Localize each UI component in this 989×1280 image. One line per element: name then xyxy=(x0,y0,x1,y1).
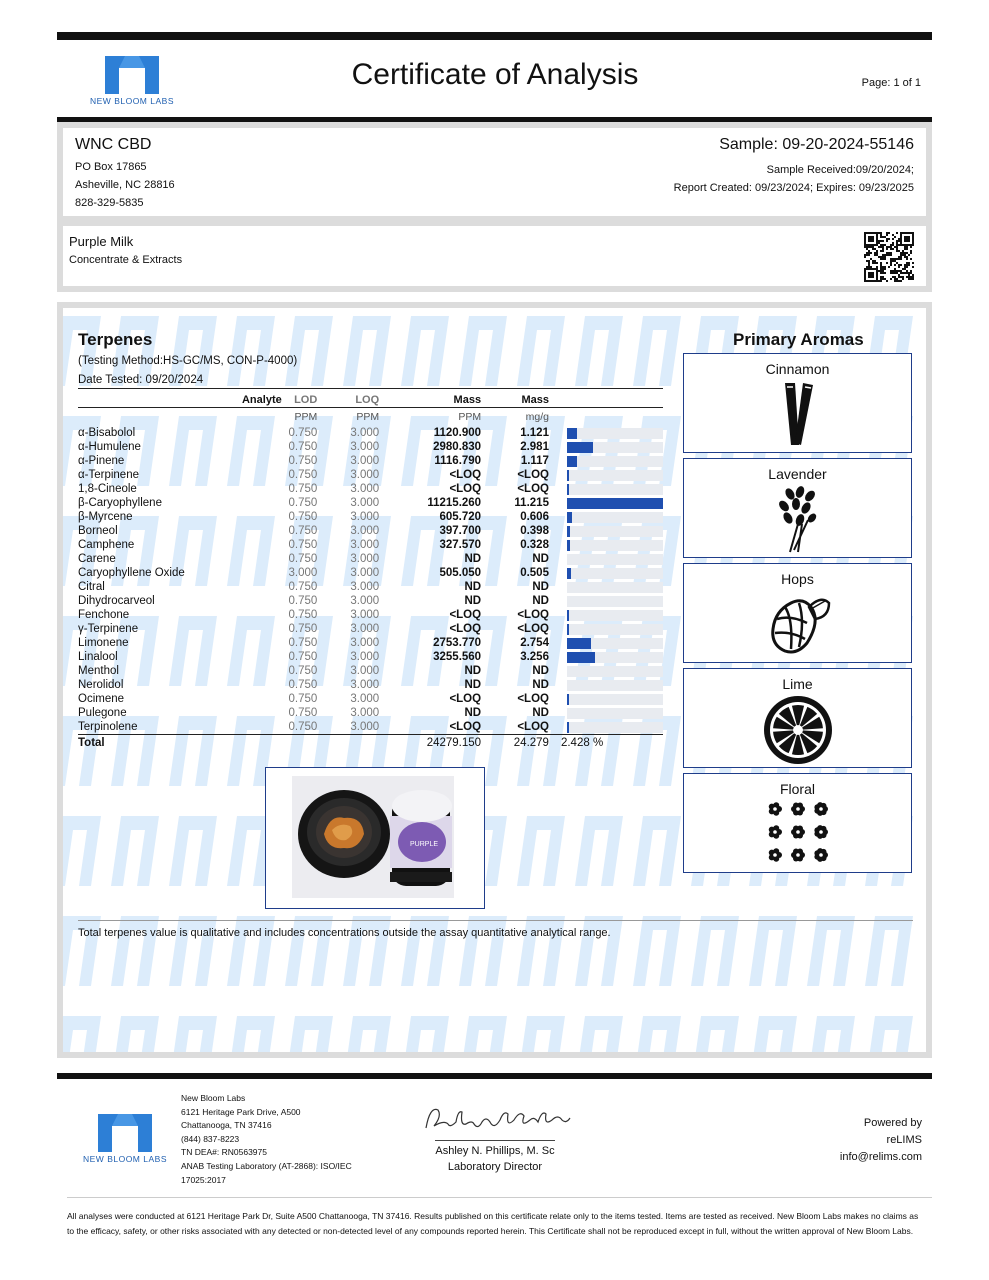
analyte-mass-mg: <LOQ xyxy=(517,609,549,621)
analyte-loq: 3.000 xyxy=(350,469,380,481)
table-row xyxy=(78,440,663,454)
analyte-mass-mg: 11.215 xyxy=(514,497,549,509)
analyte-loq: 3.000 xyxy=(350,511,380,523)
lab-address xyxy=(181,1092,352,1187)
signature-icon xyxy=(420,1100,580,1140)
table-row xyxy=(78,622,663,636)
signature xyxy=(420,1100,580,1145)
analyte-mass-mg: 0.505 xyxy=(520,567,549,579)
analyte-name: Terpinolene xyxy=(78,721,138,733)
terpenes-table xyxy=(78,393,663,752)
level-bar xyxy=(567,512,663,523)
unit-mass-ppm: PPM xyxy=(379,408,481,427)
logo-text: NEW BLOOM LABS xyxy=(83,1154,167,1164)
product-photo xyxy=(292,776,454,898)
table-row xyxy=(78,692,663,706)
analyte-mass-mg: <LOQ xyxy=(517,693,549,705)
floral-icon xyxy=(765,799,831,865)
level-bar-fill xyxy=(567,526,570,537)
analyte-mass-ppm: 3255.560 xyxy=(433,651,482,663)
level-bar xyxy=(567,596,663,607)
total-percent: 2.428 % xyxy=(549,735,663,753)
analyte-mass-ppm: <LOQ xyxy=(449,623,482,635)
analyte-mass-ppm: <LOQ xyxy=(449,693,482,705)
level-bar xyxy=(567,680,663,691)
analyte-lod: 0.750 xyxy=(288,483,318,495)
aroma-label: Lavender xyxy=(768,466,827,482)
table-row xyxy=(78,580,663,594)
level-bar-fill xyxy=(567,484,569,495)
col-loq: LOQ xyxy=(355,394,380,406)
analyte-loq: 3.000 xyxy=(350,693,380,705)
analyte-mass-ppm: <LOQ xyxy=(449,469,482,481)
level-bar xyxy=(567,442,663,453)
analyte-loq: 3.000 xyxy=(350,553,380,565)
testing-method: (Testing Method:HS-GC/MS, CON-P-4000) xyxy=(78,355,298,367)
client-name: WNC CBD xyxy=(75,136,152,153)
level-bar xyxy=(567,456,663,467)
level-bar xyxy=(567,694,663,705)
analyte-loq: 3.000 xyxy=(350,441,380,453)
analyte-name: β-Myrcene xyxy=(78,511,133,523)
total-ppm: 24279.150 xyxy=(379,735,481,753)
level-bar-fill xyxy=(567,652,595,663)
analyte-mass-mg: 0.328 xyxy=(520,539,549,551)
analyte-mass-mg: <LOQ xyxy=(517,721,549,733)
table-row xyxy=(78,454,663,468)
signer-name: Ashley N. Phillips, M. Sc xyxy=(435,1145,555,1157)
analyte-lod: 0.750 xyxy=(288,511,318,523)
top-rule xyxy=(57,32,932,40)
analyte-lod: 0.750 xyxy=(288,651,318,663)
level-bar-fill xyxy=(567,694,569,705)
analyte-mass-ppm: 605.720 xyxy=(439,511,482,523)
total-label: Total xyxy=(78,735,282,753)
level-bar xyxy=(567,554,663,565)
table-row xyxy=(78,524,663,538)
analyte-name: α-Pinene xyxy=(78,455,125,467)
analyte-name: Dihydrocarveol xyxy=(78,595,155,607)
analyte-mass-mg: 0.606 xyxy=(520,511,549,523)
col-mass-ppm: Mass xyxy=(453,394,482,406)
analyte-name: Linalool xyxy=(78,651,118,663)
level-bar xyxy=(567,582,663,593)
product-name: Purple Milk xyxy=(69,234,134,249)
level-bar xyxy=(567,568,663,579)
primary-aromas-title: Primary Aromas xyxy=(733,330,864,349)
product-panel xyxy=(57,220,932,292)
sample-received: Sample Received:09/20/2024; xyxy=(766,164,914,176)
product-photo-frame xyxy=(265,767,485,909)
sample-id: Sample: 09-20-2024-55146 xyxy=(719,136,914,153)
table-row xyxy=(78,552,663,566)
analyte-name: Carene xyxy=(78,553,116,565)
table-row xyxy=(78,706,663,720)
analyte-lod: 0.750 xyxy=(288,595,318,607)
analyte-name: Nerolidol xyxy=(78,679,124,691)
level-bar xyxy=(567,526,663,537)
analyte-lod: 0.750 xyxy=(288,623,318,635)
terpenes-note: Total terpenes value is qualitative and includes concentrations outside the assay quantitative analytical range. xyxy=(78,927,611,939)
analyte-mass-ppm: <LOQ xyxy=(449,721,482,733)
analyte-name: 1,8-Cineole xyxy=(78,483,137,495)
analyte-mass-ppm: ND xyxy=(464,595,482,607)
analyte-mass-mg: ND xyxy=(532,553,549,565)
analyte-name: Caryophyllene Oxide xyxy=(78,567,185,579)
table-row xyxy=(78,496,663,510)
analyte-mass-mg: <LOQ xyxy=(517,623,549,635)
analyte-name: Citral xyxy=(78,581,105,593)
level-bar-fill xyxy=(567,498,663,509)
report-dates: Report Created: 09/23/2024; Expires: 09/23/2025 xyxy=(673,182,914,194)
level-bar xyxy=(567,428,663,439)
analyte-mass-ppm: 505.050 xyxy=(439,567,482,579)
new-bloom-labs-logo-icon xyxy=(92,1108,158,1152)
analyte-lod: 0.750 xyxy=(288,441,318,453)
table-header-row xyxy=(78,393,663,408)
lavender-icon xyxy=(768,484,828,554)
analyte-name: β-Caryophyllene xyxy=(78,497,162,509)
analyte-name: Ocimene xyxy=(78,693,125,705)
aroma-hops xyxy=(683,563,912,663)
analyte-name: Fenchone xyxy=(78,609,130,621)
client-phone: 828-329-5835 xyxy=(75,197,144,209)
footer-divider xyxy=(57,1073,932,1079)
table-row xyxy=(78,482,663,496)
analyte-mass-mg: 1.117 xyxy=(520,455,549,467)
table-row xyxy=(78,650,663,664)
aroma-floral xyxy=(683,773,912,873)
hops-icon xyxy=(763,589,833,659)
level-bar-fill xyxy=(567,470,569,481)
analyte-mass-mg: ND xyxy=(532,707,549,719)
analyte-loq: 3.000 xyxy=(350,581,380,593)
logo-text: NEW BLOOM LABS xyxy=(90,96,174,106)
lab-phone: (844) 837-8223 xyxy=(181,1133,240,1144)
analyte-mass-ppm: 327.570 xyxy=(439,539,482,551)
level-bar-fill xyxy=(567,568,571,579)
analyte-mass-ppm: 1116.790 xyxy=(434,455,482,467)
powered-by-label: Powered by xyxy=(863,1117,922,1129)
level-bar xyxy=(567,708,663,719)
analyte-name: Menthol xyxy=(78,665,119,677)
analyte-mass-mg: <LOQ xyxy=(517,483,549,495)
date-tested: Date Tested: 09/20/2024 xyxy=(78,374,204,386)
analyte-name: Camphene xyxy=(78,539,135,551)
lab-anab: ANAB Testing Laboratory (AT-2868): ISO/IEC xyxy=(181,1160,352,1171)
level-bar-fill xyxy=(567,512,572,523)
analyte-loq: 3.000 xyxy=(350,525,380,537)
col-analyte: Analyte xyxy=(241,394,282,406)
new-bloom-labs-logo-icon xyxy=(99,50,165,94)
analyte-mass-mg: 2.981 xyxy=(520,441,549,453)
analyte-name: Limonene xyxy=(78,637,129,649)
analyte-mass-ppm: 397.700 xyxy=(439,525,482,537)
powered-by-email[interactable]: info@relims.com xyxy=(839,1151,922,1163)
powered-by-vendor: reLIMS xyxy=(886,1134,922,1146)
signer xyxy=(395,1143,595,1175)
analyte-loq: 3.000 xyxy=(350,427,380,439)
analyte-loq: 3.000 xyxy=(350,721,380,733)
analyte-loq: 3.000 xyxy=(350,497,380,509)
analyte-loq: 3.000 xyxy=(350,483,380,495)
level-bar-fill xyxy=(567,638,591,649)
analyte-lod: 0.750 xyxy=(288,693,318,705)
client-address1: PO Box 17865 xyxy=(75,161,147,173)
table-row xyxy=(78,510,663,524)
analyte-loq: 3.000 xyxy=(350,455,380,467)
col-mass-mg: Mass xyxy=(521,394,549,406)
analyte-mass-ppm: 2980.830 xyxy=(433,441,482,453)
table-row xyxy=(78,608,663,622)
level-bar xyxy=(567,666,663,677)
level-bar-fill xyxy=(567,610,569,621)
analyte-lod: 0.750 xyxy=(288,665,318,677)
lime-icon xyxy=(762,694,834,766)
analyte-lod: 0.750 xyxy=(288,581,318,593)
level-bar-fill xyxy=(567,456,577,467)
aroma-cinnamon xyxy=(683,353,912,453)
analyte-loq: 3.000 xyxy=(350,595,380,607)
terpenes-panel xyxy=(57,302,932,1058)
analyte-mass-mg: <LOQ xyxy=(517,469,549,481)
analyte-mass-ppm: 11215.260 xyxy=(427,497,482,509)
jar-photo-icon xyxy=(292,776,454,898)
level-bar xyxy=(567,498,663,509)
page-number: Page: 1 of 1 xyxy=(861,77,921,89)
lab-name: New Bloom Labs xyxy=(181,1093,246,1103)
analyte-name: Borneol xyxy=(78,525,118,537)
aroma-label: Cinnamon xyxy=(765,361,830,377)
analyte-lod: 0.750 xyxy=(288,525,318,537)
level-bar xyxy=(567,610,663,621)
analyte-mass-ppm: ND xyxy=(464,665,482,677)
analyte-loq: 3.000 xyxy=(350,707,380,719)
analyte-lod: 0.750 xyxy=(288,609,318,621)
level-bar xyxy=(567,484,663,495)
logo xyxy=(72,50,192,106)
analyte-loq: 3.000 xyxy=(350,623,380,635)
analyte-mass-ppm: <LOQ xyxy=(449,483,482,495)
level-bar-fill xyxy=(567,540,570,551)
analyte-lod: 0.750 xyxy=(288,455,318,467)
analyte-lod: 0.750 xyxy=(288,469,318,481)
level-bar xyxy=(567,638,663,649)
analyte-mass-mg: ND xyxy=(532,679,549,691)
level-bar-fill xyxy=(567,428,577,439)
analyte-lod: 0.750 xyxy=(288,637,318,649)
level-bar xyxy=(567,540,663,551)
table-row xyxy=(78,664,663,678)
analyte-mass-mg: ND xyxy=(532,665,549,677)
table-row xyxy=(78,538,663,552)
analyte-name: α-Bisabolol xyxy=(78,427,136,439)
table-row xyxy=(78,566,663,580)
cinnamon-icon xyxy=(773,379,823,449)
analyte-loq: 3.000 xyxy=(350,651,380,663)
aroma-label: Floral xyxy=(779,781,815,797)
analyte-mass-mg: 2.754 xyxy=(520,637,549,649)
unit-loq: PPM xyxy=(317,408,379,427)
client-address2: Asheville, NC 28816 xyxy=(75,179,175,191)
analyte-loq: 3.000 xyxy=(350,637,380,649)
analyte-mass-mg: ND xyxy=(532,595,549,607)
lab-address1: 6121 Heritage Park Drive, A500 xyxy=(181,1106,301,1117)
table-row xyxy=(78,468,663,482)
aroma-label: Lime xyxy=(782,676,813,692)
analyte-mass-ppm: ND xyxy=(464,707,482,719)
analyte-mass-ppm: <LOQ xyxy=(449,609,482,621)
level-bar-fill xyxy=(567,442,593,453)
terpenes-title: Terpenes xyxy=(78,330,153,349)
table-row xyxy=(78,720,663,735)
analyte-mass-ppm: ND xyxy=(464,553,482,565)
analyte-mass-mg: 0.398 xyxy=(520,525,549,537)
table-units-row xyxy=(78,408,663,427)
analyte-mass-mg: 3.256 xyxy=(520,651,549,663)
level-bar xyxy=(567,652,663,663)
analyte-mass-mg: 1.121 xyxy=(520,427,549,439)
table-row xyxy=(78,678,663,692)
product-category: Concentrate & Extracts xyxy=(69,254,183,266)
analyte-lod: 0.750 xyxy=(288,707,318,719)
table-row xyxy=(78,636,663,650)
signature-rule xyxy=(435,1140,555,1141)
analyte-name: α-Humulene xyxy=(78,441,141,453)
analyte-loq: 3.000 xyxy=(350,665,380,677)
analyte-lod: 0.750 xyxy=(288,539,318,551)
signer-title: Laboratory Director xyxy=(447,1161,543,1173)
analyte-mass-ppm: 1120.900 xyxy=(433,427,482,439)
analyte-loq: 3.000 xyxy=(350,567,380,579)
level-bar-fill xyxy=(567,624,569,635)
total-row xyxy=(78,735,663,753)
analyte-lod: 0.750 xyxy=(288,679,318,691)
level-bar xyxy=(567,470,663,481)
analyte-mass-ppm: 2753.770 xyxy=(433,637,482,649)
aroma-lime xyxy=(683,668,912,768)
table-row xyxy=(78,594,663,608)
analyte-loq: 3.000 xyxy=(350,539,380,551)
unit-mass-mg: mg/g xyxy=(481,408,549,427)
analyte-name: α-Terpinene xyxy=(78,469,139,481)
analyte-name: γ-Terpinene xyxy=(78,623,139,635)
analyte-loq: 3.000 xyxy=(350,609,380,621)
lab-dea: TN DEA#: RN0563975 xyxy=(181,1147,267,1158)
page-title: Certificate of Analysis xyxy=(351,58,639,91)
svg-text:PURPLE: PURPLE xyxy=(410,841,439,848)
level-bar-fill xyxy=(567,722,569,733)
disclaimer-rule xyxy=(67,1197,932,1198)
powered-by xyxy=(840,1115,922,1166)
lab-address2: Chattanooga, TN 37416 xyxy=(181,1120,272,1131)
table-row xyxy=(78,426,663,440)
client-panel xyxy=(57,122,932,222)
col-lod: LOD xyxy=(294,394,318,406)
analyte-lod: 0.750 xyxy=(288,721,318,733)
analyte-loq: 3.000 xyxy=(350,679,380,691)
aroma-label: Hops xyxy=(781,571,814,587)
total-mg: 24.279 xyxy=(481,735,549,753)
analyte-name: Pulegone xyxy=(78,707,127,719)
analyte-lod: 0.750 xyxy=(288,553,318,565)
table-top-rule xyxy=(78,388,663,389)
qr-code-icon[interactable] xyxy=(864,232,914,287)
aroma-lavender xyxy=(683,458,912,558)
level-bar xyxy=(567,722,663,733)
footer-logo xyxy=(65,1108,185,1164)
lab-anab-2: 17025:2017 xyxy=(181,1174,226,1185)
disclaimer: All analyses were conducted at 6121 Heritage Park Dr, Suite A500 Chattanooga, TN 37416. Results published on this certificate relate only to the items tested. Items are tested as received. New Bloom Labs makes no claims as to the efficacy, safety, or other risks associated with any detected or non-detected level of any compounds reported herein. This Certificate shall not be reproduced except in full, without the written approval of New Bloom Labs. xyxy=(67,1211,919,1236)
analyte-lod: 3.000 xyxy=(288,567,318,579)
analyte-mass-ppm: ND xyxy=(464,581,482,593)
level-bar xyxy=(567,624,663,635)
analyte-mass-mg: ND xyxy=(532,581,549,593)
analyte-mass-ppm: ND xyxy=(464,679,482,691)
unit-lod: PPM xyxy=(282,408,318,427)
note-rule xyxy=(78,920,913,921)
analyte-lod: 0.750 xyxy=(288,497,318,509)
analyte-lod: 0.750 xyxy=(288,427,318,439)
